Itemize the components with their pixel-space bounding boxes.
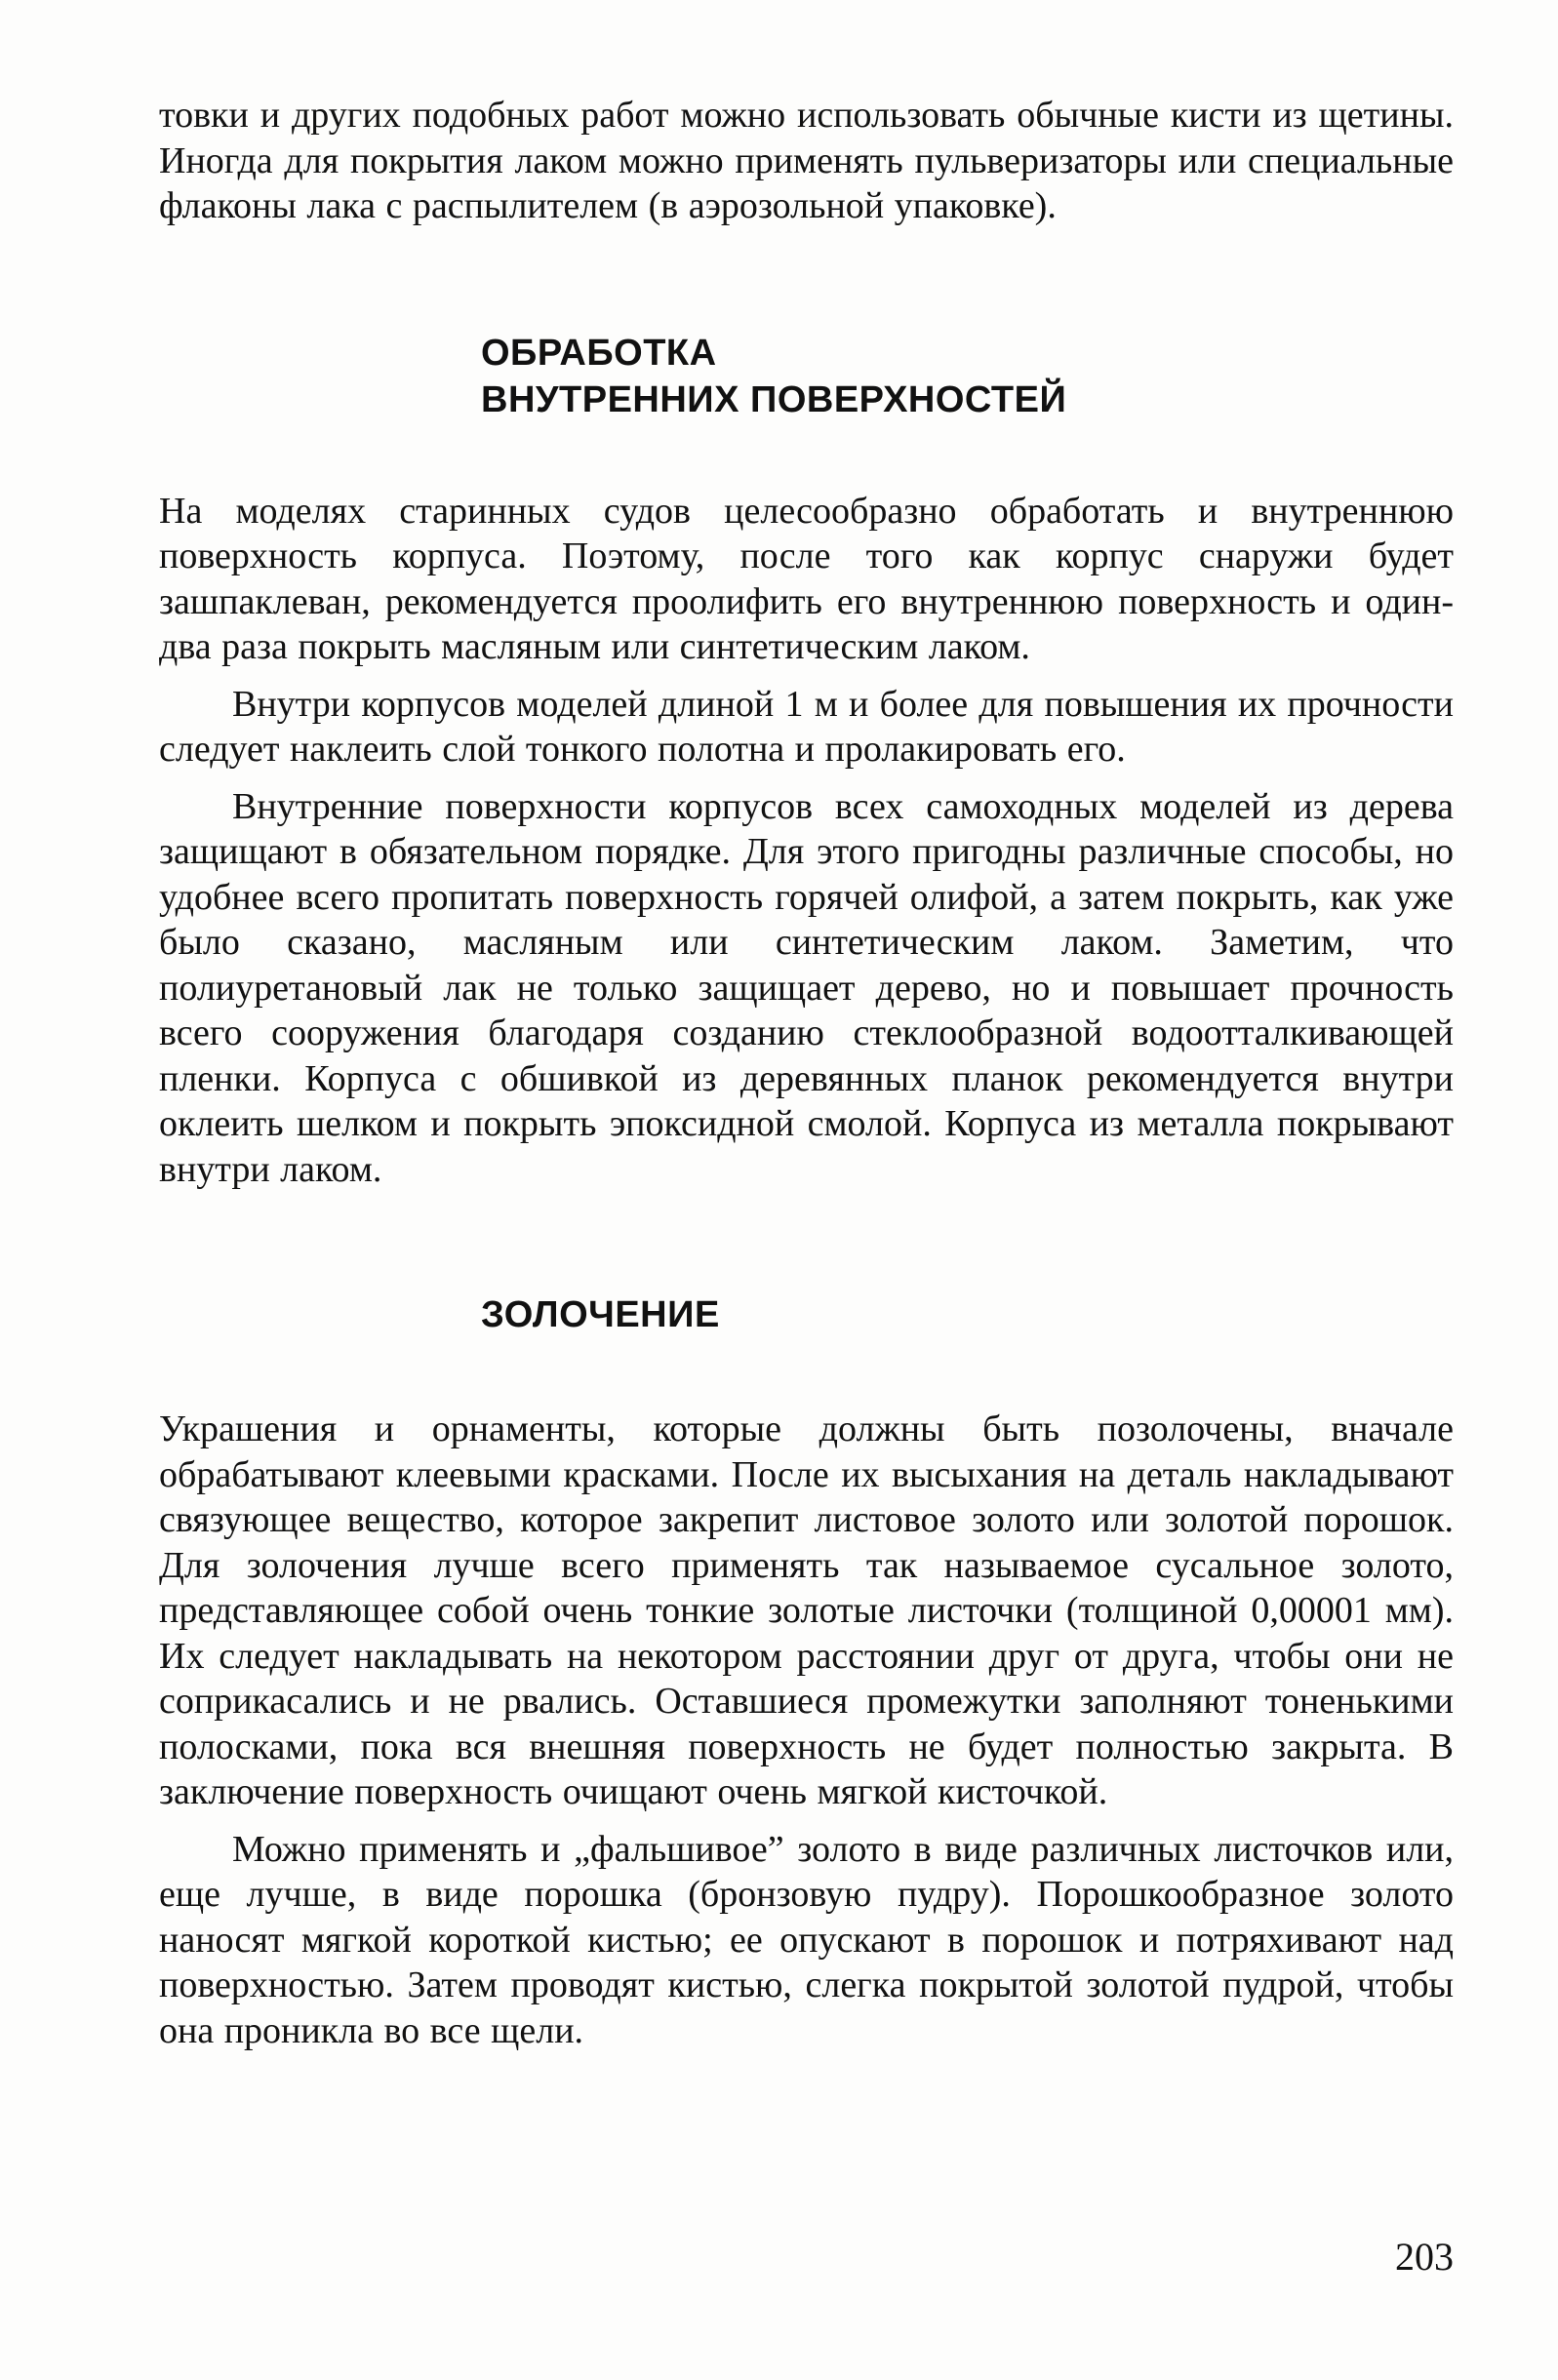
paragraph: Украшения и орнаменты, которые должны быть позолочены, вначале обрабатывают клеевыми красками. После их высыхания на деталь накладывают связующее вещество, которое закрепит листовое золото или золотой порошок. Для золочения лучше всего применять так называемое сусальное золото, представляющее собой очень тонкие золотые листочки (толщиной 0,00001 мм). Их следует накладывать на некотором расстоянии друг от друга, чтобы они не соприкасались и не рвались. Оставшиеся промежутки заполняют тоненькими полосками, пока вся внешняя поверхность не будет полностью закрыта. В заключение поверхность очищают очень мягкой кисточкой.	[159, 1408, 1454, 1812]
heading-line: ЗОЛОЧЕНИЕ	[481, 1294, 720, 1335]
intro-paragraph: товки и других подобных работ можно использовать обычные кисти из щетины. Иногда для покрытия лаком можно применять пульверизаторы или специальные флаконы лака с распылителем (в аэрозольной упаковке).	[159, 95, 1454, 226]
heading-line-1: ОБРАБОТКА	[481, 332, 717, 374]
page-number: 203	[1395, 2235, 1454, 2279]
paragraph: Внутренние поверхности корпусов всех самоходных моделей из дерева защищают в обязательном порядке. Для этого пригодны различные способы, но удобнее всего пропитать поверхность горячей олифой, а затем покрыть, как уже было сказано, масляным или синтетическим лаком. Заметим, что полиуретановый лак не только защищает дерево, но и повышает прочность всего сооружения благодаря созданию стеклообразной водоотталкивающей пленки. Корпуса с обшивкой из деревянных планок рекомендуется внутри оклеить шелком и покрыть эпоксидной смолой. Корпуса из металла покрывают внутри лаком.	[159, 785, 1454, 1190]
text-column	[159, 93, 1454, 2053]
paragraph: Внутри корпусов моделей длиной 1 м и более для повышения их прочности следует наклеить слой тонкого полотна и пролакировать его.	[159, 683, 1454, 770]
section-heading-inner-surfaces	[481, 330, 1454, 423]
heading-line-2: ВНУТРЕННИХ ПОВЕРХНОСТЕЙ	[481, 378, 1067, 420]
paragraph: На моделях старинных судов целесообразно обработать и внутреннюю поверхность корпуса. Поэтому, после того как корпус снаружи будет зашпаклеван, рекомендуется проолифить его внутреннюю поверхность и один-два раза покрыть масляным или синтетическим лаком.	[159, 490, 1454, 667]
paragraph: Можно применять и „фальшивое” золото в виде различных листочков или, еще лучше, в виде порошка (бронзовую пудру). Порошкообразное золото наносят мягкой короткой кистью; ее опускают в порошок и потряхивают над поверхностью. Затем проводят кистью, слегка покрытой золотой пудрой, чтобы она проникла во все щели.	[159, 1828, 1454, 2051]
section-heading-gilding	[481, 1291, 1454, 1338]
